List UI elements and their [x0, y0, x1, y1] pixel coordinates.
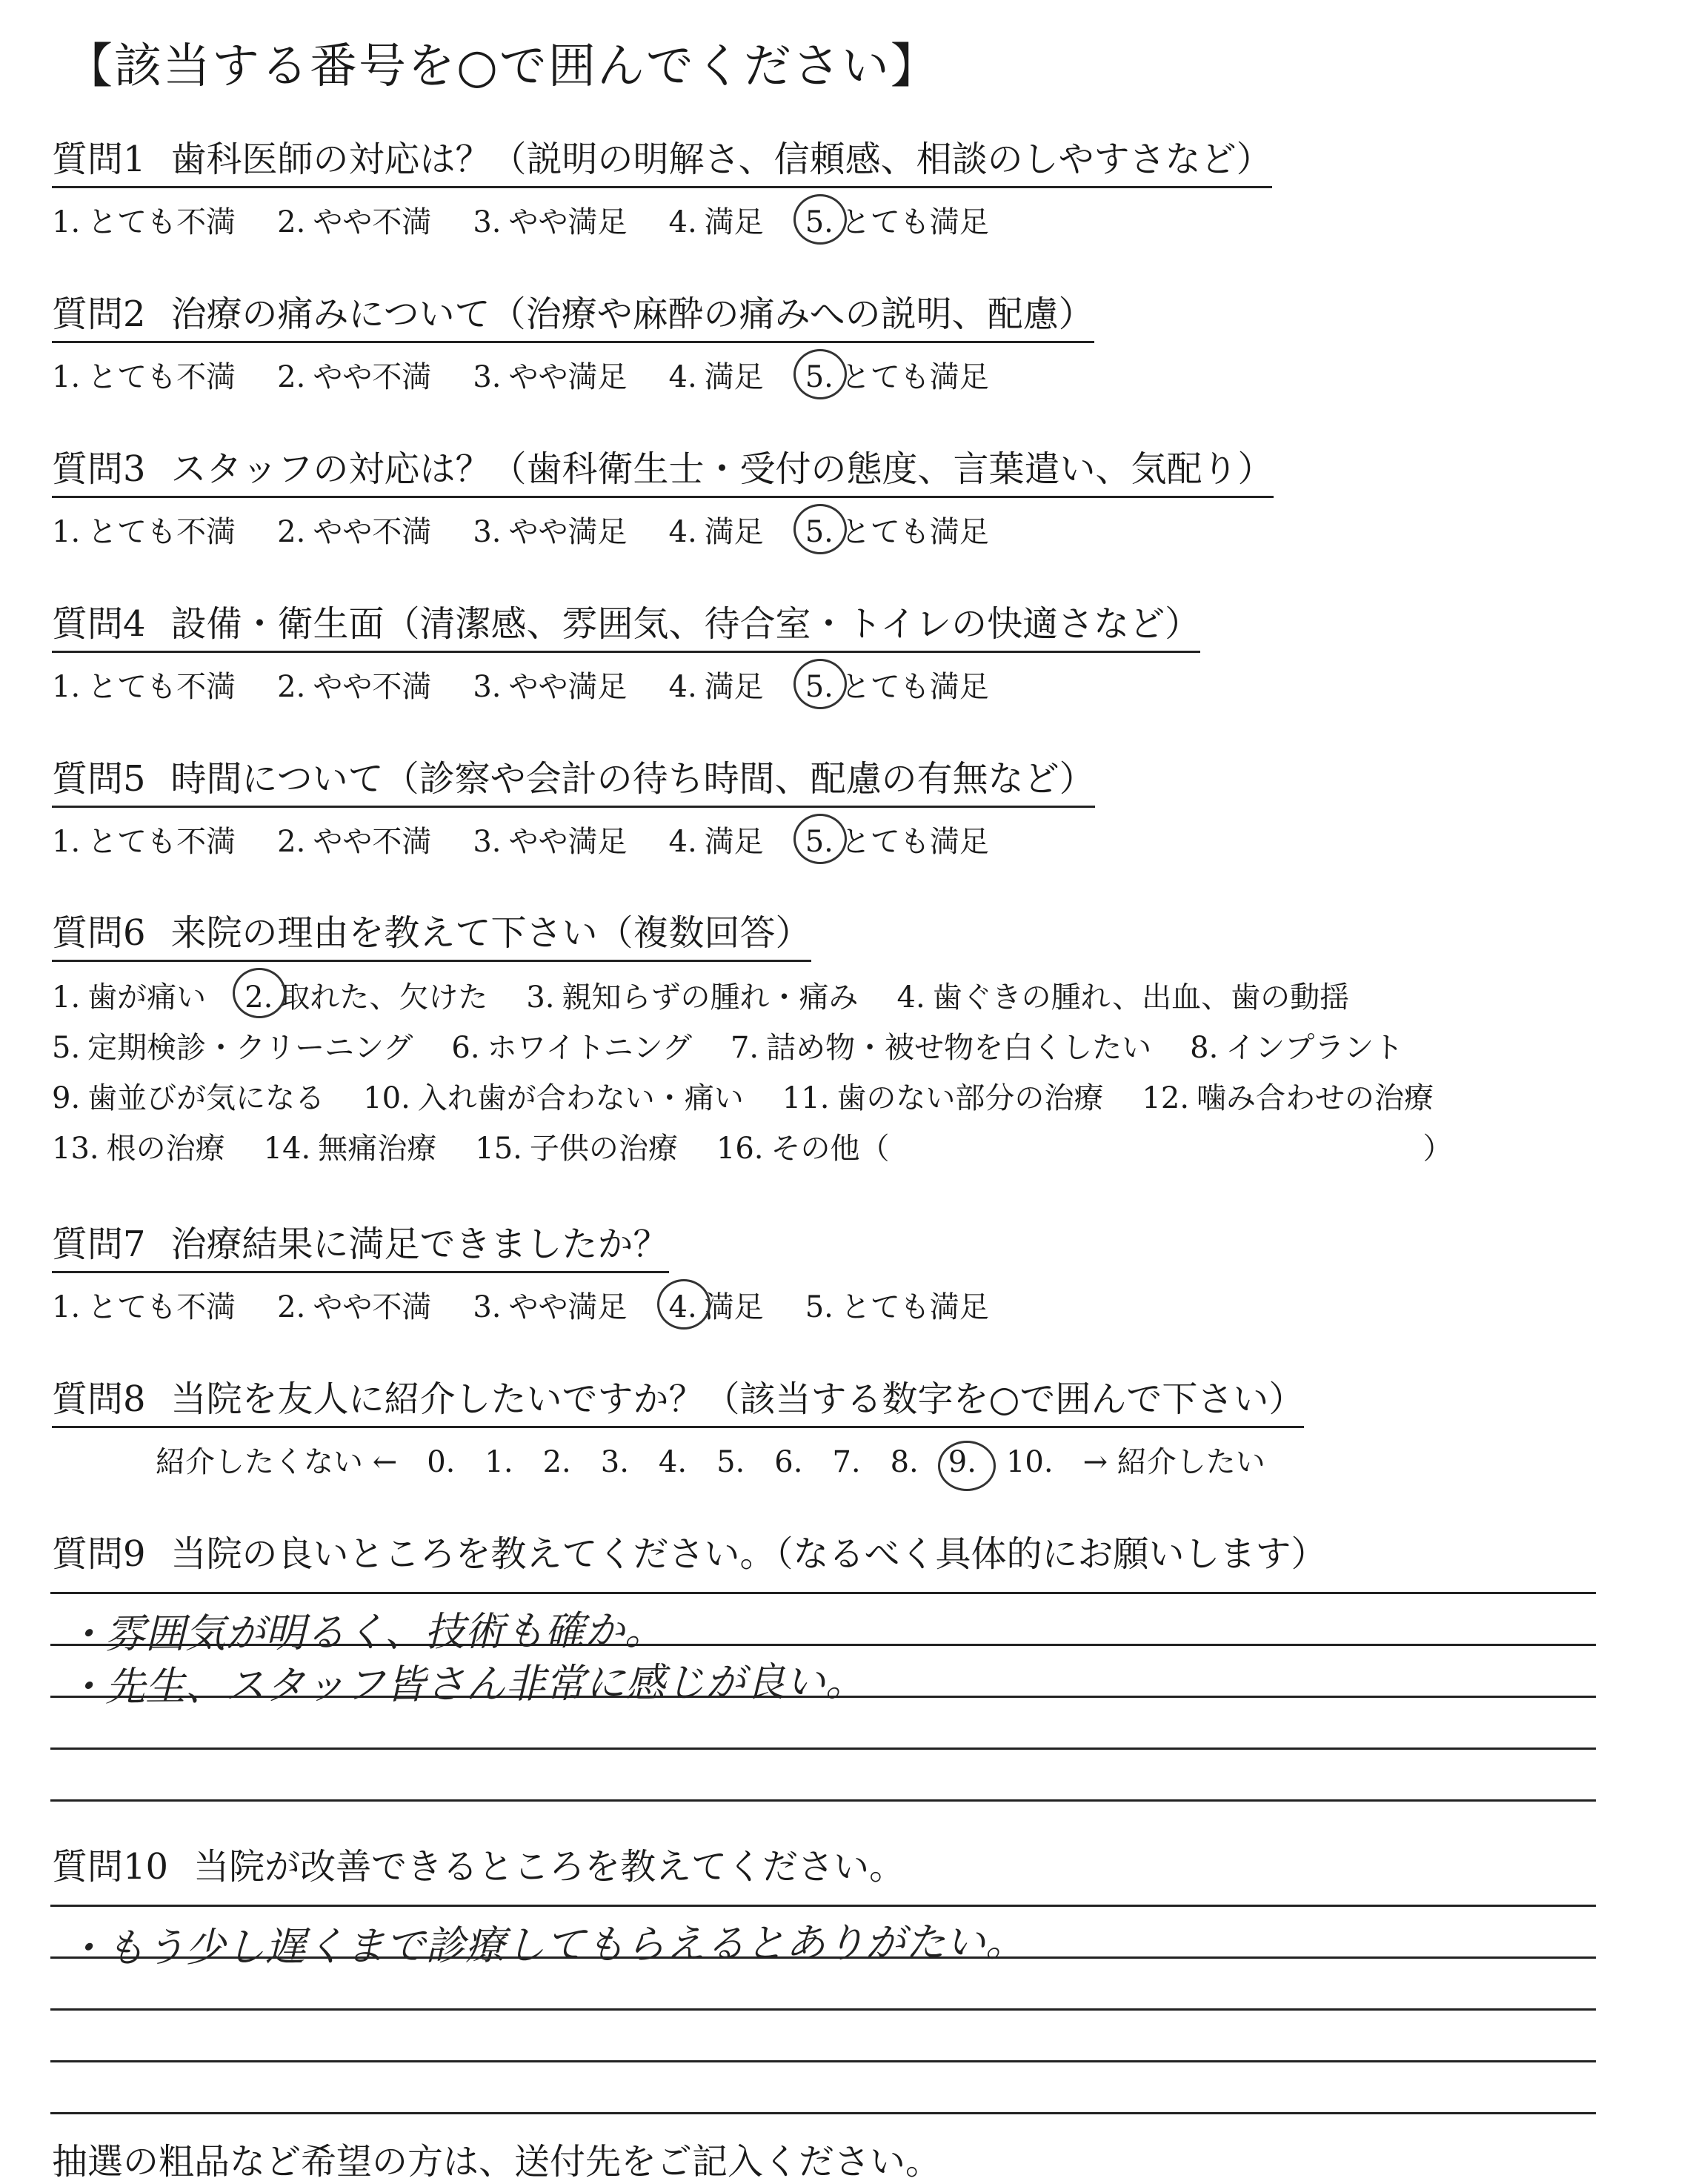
option-label: 歯ぐきの腫れ、出血、歯の動揺: [932, 980, 1350, 1015]
q6-option-1[interactable]: [52, 972, 206, 1023]
scale-number-8[interactable]: 8.: [890, 1445, 919, 1479]
q6-option-7[interactable]: [731, 1023, 1151, 1073]
option-number: 5.: [805, 1290, 833, 1324]
q6-option-5[interactable]: [52, 1023, 413, 1073]
scale-left-label: 紹介したくない ←: [156, 1445, 398, 1479]
option-number: 4.: [668, 1290, 697, 1324]
question-4-text: 設備・衛生面（清潔感、雰囲気、待合室・トイレの快適さなど）: [170, 603, 1201, 645]
other-field[interactable]: ）: [1422, 1132, 1453, 1166]
option-label: とても不満: [87, 825, 236, 859]
scale-numbers: [427, 1445, 1082, 1479]
option-number: 2.: [277, 205, 306, 239]
question-10-text: 当院が改善できるところを教えてください。: [193, 1846, 905, 1888]
q6-option-9[interactable]: [52, 1073, 325, 1123]
option-number: 4.: [668, 360, 697, 394]
question-8: [52, 1370, 1304, 1481]
option-label: 無痛治療: [318, 1132, 437, 1166]
q6-option-2[interactable]: [244, 972, 488, 1023]
question-5: [52, 750, 1095, 860]
option-label: 子供の治療: [529, 1132, 678, 1166]
question-6-options: [52, 972, 1491, 1174]
q3-option-3[interactable]: [473, 508, 627, 551]
question-10-number: 質問10: [52, 1846, 169, 1888]
q6-option-4[interactable]: [897, 972, 1350, 1023]
question-6: [52, 904, 1491, 1174]
question-4-options: [52, 663, 1200, 706]
q4-option-3[interactable]: [473, 663, 627, 706]
question-7-title: [52, 1215, 669, 1273]
question-6-row: [52, 1123, 1491, 1174]
q6-option-13[interactable]: [52, 1123, 225, 1174]
option-label: とても満足: [840, 515, 989, 549]
scale-number-3[interactable]: 3.: [600, 1445, 629, 1479]
question-10-answer-lines: [50, 1905, 1596, 2120]
option-number: 8.: [1190, 1031, 1219, 1065]
option-number: 1.: [52, 825, 81, 859]
q6-option-12[interactable]: [1142, 1073, 1434, 1123]
option-label: インプラント: [1225, 1031, 1404, 1065]
answer-line: [50, 1644, 1596, 1646]
question-6-row: [52, 1023, 1491, 1073]
option-number: 2.: [277, 515, 306, 549]
option-label: やや不満: [313, 205, 432, 239]
question-2-number: 質問2: [52, 293, 146, 335]
q3-option-1[interactable]: [52, 508, 236, 551]
q1-option-3[interactable]: [473, 199, 627, 241]
option-number: 2.: [277, 360, 306, 394]
scale-number-7[interactable]: 7.: [832, 1445, 861, 1479]
question-9-answer-1: ・雰囲気が明るく、技術も確か。: [64, 1607, 665, 1658]
option-label: とても満足: [840, 205, 989, 239]
q5-option-5[interactable]: [805, 818, 989, 860]
option-number: 3.: [473, 1290, 502, 1324]
option-number: 3.: [473, 205, 502, 239]
answer-line: [50, 2008, 1596, 2011]
scale-number-6[interactable]: 6.: [774, 1445, 803, 1479]
question-4: [52, 595, 1200, 706]
q5-option-2[interactable]: [277, 818, 431, 860]
question-5-text: 時間について（診察や会計の待ち時間、配慮の有無など）: [170, 758, 1095, 800]
option-number: 4.: [668, 515, 697, 549]
q4-option-1[interactable]: [52, 663, 236, 706]
q4-option-2[interactable]: [277, 663, 431, 706]
option-label: やや不満: [313, 670, 432, 704]
question-7-number: 質問7: [52, 1224, 146, 1265]
question-1-number: 質問1: [52, 139, 146, 180]
question-2-text: 治療の痛みについて（治療や麻酔の痛みへの説明、配慮）: [170, 293, 1094, 335]
option-label: 取れた、欠けた: [280, 980, 488, 1015]
option-label: ホワイトニング: [487, 1031, 692, 1065]
option-label: やや不満: [313, 825, 432, 859]
option-number: 4.: [668, 205, 697, 239]
q6-option-10[interactable]: [363, 1073, 744, 1123]
q5-option-1[interactable]: [52, 818, 236, 860]
question-1-options: [52, 199, 1272, 241]
scale-number-4[interactable]: 4.: [658, 1445, 688, 1479]
option-number: 1.: [52, 980, 81, 1015]
option-label: とても満足: [840, 1290, 989, 1324]
q1-option-4[interactable]: [669, 199, 764, 241]
q1-option-1[interactable]: [52, 199, 236, 241]
question-8-scale: [52, 1438, 1304, 1481]
option-number: 2.: [244, 980, 273, 1015]
answer-line: [50, 1905, 1596, 1907]
q2-option-3[interactable]: [473, 354, 627, 396]
question-7-options: [52, 1284, 1031, 1326]
option-label: やや満足: [508, 360, 628, 394]
question-10-answer-1: ・もう少し遅くまで診療してもらえるとありがたい。: [64, 1918, 1026, 1972]
option-label: 親知らずの腫れ・痛み: [562, 980, 859, 1015]
option-number: 1.: [52, 670, 81, 704]
scale-number-9[interactable]: 9.: [948, 1445, 976, 1479]
option-number: 2.: [277, 670, 306, 704]
question-10: [52, 1838, 905, 1889]
question-3-title: [52, 440, 1274, 498]
question-3-text: スタッフの対応は？（歯科衛生士・受付の態度、言葉遣い、気配り）: [170, 448, 1274, 490]
option-label: やや不満: [313, 515, 432, 549]
footer-note: 抽選の粗品など希望の方は、送付先をご記入ください。: [52, 2141, 942, 2183]
option-number: 16.: [716, 1132, 764, 1166]
q7-option-1[interactable]: [52, 1284, 236, 1326]
q6-option-3[interactable]: [526, 972, 858, 1023]
option-number: 1.: [52, 1290, 81, 1324]
option-label: とても不満: [87, 205, 236, 239]
q1-option-2[interactable]: [277, 199, 431, 241]
option-number: 5.: [805, 205, 833, 239]
question-10-title: [52, 1838, 905, 1889]
form-header: 【該当する番号を○で囲んでください】: [65, 39, 939, 94]
q7-option-3[interactable]: [473, 1284, 627, 1326]
question-6-row: [52, 1073, 1491, 1123]
option-number: 5.: [805, 515, 833, 549]
option-number: 10.: [363, 1081, 410, 1115]
option-label: 入れ歯が合わない・痛い: [417, 1081, 744, 1115]
option-label: 詰め物・被せ物を白くしたい: [766, 1031, 1152, 1065]
option-label: 噛み合わせの治療: [1197, 1081, 1434, 1115]
option-number: 4.: [896, 980, 925, 1015]
option-number: 13.: [52, 1132, 99, 1166]
question-5-number: 質問5: [52, 758, 146, 800]
option-label: やや満足: [508, 670, 628, 704]
option-number: 9.: [52, 1081, 81, 1115]
question-9-answer-2: ・先生、スタッフ皆さん非常に感じが良い。: [64, 1658, 866, 1710]
answer-line: [50, 1956, 1596, 1959]
option-number: 3.: [473, 515, 502, 549]
option-label: やや不満: [313, 360, 432, 394]
option-number: 2.: [277, 825, 306, 859]
q6-option-15[interactable]: [475, 1123, 678, 1174]
option-number: 12.: [1142, 1081, 1190, 1115]
scale-number-2[interactable]: 2.: [542, 1445, 571, 1479]
option-label: 満足: [704, 360, 764, 394]
question-3-options: [52, 508, 1274, 551]
option-label: 満足: [704, 825, 764, 859]
q2-option-4[interactable]: [669, 354, 764, 396]
question-8-number: 質問8: [52, 1378, 146, 1420]
question-5-options: [52, 818, 1095, 860]
option-number: 6.: [451, 1031, 480, 1065]
option-label: とても不満: [87, 360, 236, 394]
q5-option-4[interactable]: [669, 818, 764, 860]
q2-option-5[interactable]: [805, 354, 989, 396]
question-3-number: 質問3: [52, 448, 146, 490]
option-label: 歯のない部分の治療: [836, 1081, 1104, 1115]
option-number: 7.: [730, 1031, 759, 1065]
q6-option-8[interactable]: [1190, 1023, 1403, 1073]
q6-option-14[interactable]: [264, 1123, 437, 1174]
option-label: やや満足: [508, 825, 628, 859]
option-number: 1.: [52, 360, 81, 394]
option-number: 3.: [473, 360, 502, 394]
question-6-number: 質問6: [52, 912, 146, 954]
q4-option-5[interactable]: [805, 663, 989, 706]
scale-number-5[interactable]: 5.: [716, 1445, 745, 1479]
q7-option-2[interactable]: [277, 1284, 431, 1326]
question-4-number: 質問4: [52, 603, 146, 645]
q3-option-5[interactable]: [805, 508, 989, 551]
option-label: 根の治療: [106, 1132, 225, 1166]
q4-option-4[interactable]: [669, 663, 764, 706]
option-label: やや不満: [313, 1290, 432, 1324]
q7-option-4[interactable]: [669, 1284, 764, 1326]
question-8-title: [52, 1370, 1304, 1428]
q6-option-16[interactable]: [716, 1123, 1453, 1174]
scale-right-label: → 紹介したい: [1082, 1445, 1265, 1479]
answer-line: [50, 1747, 1596, 1750]
question-2: [52, 285, 1094, 396]
option-label: とても満足: [840, 825, 989, 859]
q2-option-1[interactable]: [52, 354, 236, 396]
question-6-title: [52, 904, 811, 962]
question-1: [52, 130, 1272, 241]
option-label: とても満足: [840, 360, 989, 394]
option-number: 2.: [277, 1290, 306, 1324]
question-3: [52, 440, 1274, 551]
scale-number-0[interactable]: 0.: [427, 1445, 456, 1479]
option-label: 満足: [704, 1290, 764, 1324]
option-number: 4.: [668, 670, 697, 704]
option-number: 3.: [473, 825, 502, 859]
question-5-title: [52, 750, 1095, 808]
answer-line: [50, 2060, 1596, 2062]
option-label: 満足: [704, 670, 764, 704]
option-number: 5.: [805, 825, 833, 859]
option-label: とても不満: [87, 1290, 236, 1324]
option-label: 満足: [704, 515, 764, 549]
q7-option-5[interactable]: [805, 1284, 989, 1326]
q6-option-6[interactable]: [451, 1023, 692, 1073]
q3-option-2[interactable]: [277, 508, 431, 551]
option-number: 5.: [52, 1031, 81, 1065]
question-1-text: 歯科医師の対応は？（説明の明解さ、信頼感、相談のしやすさなど）: [170, 139, 1272, 180]
option-label: その他（: [771, 1132, 890, 1166]
option-number: 4.: [668, 825, 697, 859]
question-9-text: 当院の良いところを教えてください。（なるべく具体的にお願いします）: [170, 1533, 1327, 1575]
option-label: やや満足: [508, 205, 628, 239]
option-number: 11.: [782, 1081, 830, 1115]
question-7: [52, 1215, 1031, 1326]
option-number: 14.: [263, 1132, 311, 1166]
q2-option-2[interactable]: [277, 354, 431, 396]
option-label: 定期検診・クリーニング: [87, 1031, 413, 1065]
question-9-title: [52, 1525, 1327, 1576]
question-1-title: [52, 130, 1272, 188]
option-number: 5.: [805, 360, 833, 394]
scale-number-10[interactable]: 10.: [1005, 1445, 1054, 1479]
option-number: 3.: [526, 980, 555, 1015]
q3-option-4[interactable]: [669, 508, 764, 551]
answer-line: [50, 2112, 1596, 2114]
option-label: やや満足: [508, 515, 628, 549]
option-number: 15.: [475, 1132, 522, 1166]
question-9: [52, 1525, 1327, 1576]
question-7-text: 治療結果に満足できましたか？: [170, 1224, 669, 1265]
question-2-title: [52, 285, 1094, 343]
option-label: とても不満: [87, 515, 236, 549]
question-8-text: 当院を友人に紹介したいですか？（該当する数字を○で囲んで下さい）: [170, 1378, 1305, 1420]
option-label: やや満足: [508, 1290, 628, 1324]
option-number: 5.: [805, 670, 833, 704]
q5-option-3[interactable]: [473, 818, 627, 860]
question-9-answer-lines: [50, 1592, 1596, 1807]
option-label: とても満足: [840, 670, 989, 704]
question-2-options: [52, 354, 1094, 396]
scale-number-1[interactable]: 1.: [485, 1445, 513, 1479]
question-4-title: [52, 595, 1200, 653]
option-label: 満足: [704, 205, 764, 239]
question-6-text: 来院の理由を教えて下さい（複数回答）: [170, 912, 811, 954]
question-9-number: 質問9: [52, 1533, 146, 1575]
q1-option-5[interactable]: [805, 199, 989, 241]
option-number: 3.: [473, 670, 502, 704]
answer-line: [50, 1592, 1596, 1594]
q6-option-11[interactable]: [782, 1073, 1104, 1123]
question-6-row: [52, 972, 1491, 1023]
answer-line: [50, 1799, 1596, 1802]
option-number: 1.: [52, 515, 81, 549]
option-number: 1.: [52, 205, 81, 239]
option-label: 歯が痛い: [87, 980, 207, 1015]
option-label: 歯並びが気になる: [87, 1081, 325, 1115]
option-label: とても不満: [87, 670, 236, 704]
answer-line: [50, 1696, 1596, 1698]
